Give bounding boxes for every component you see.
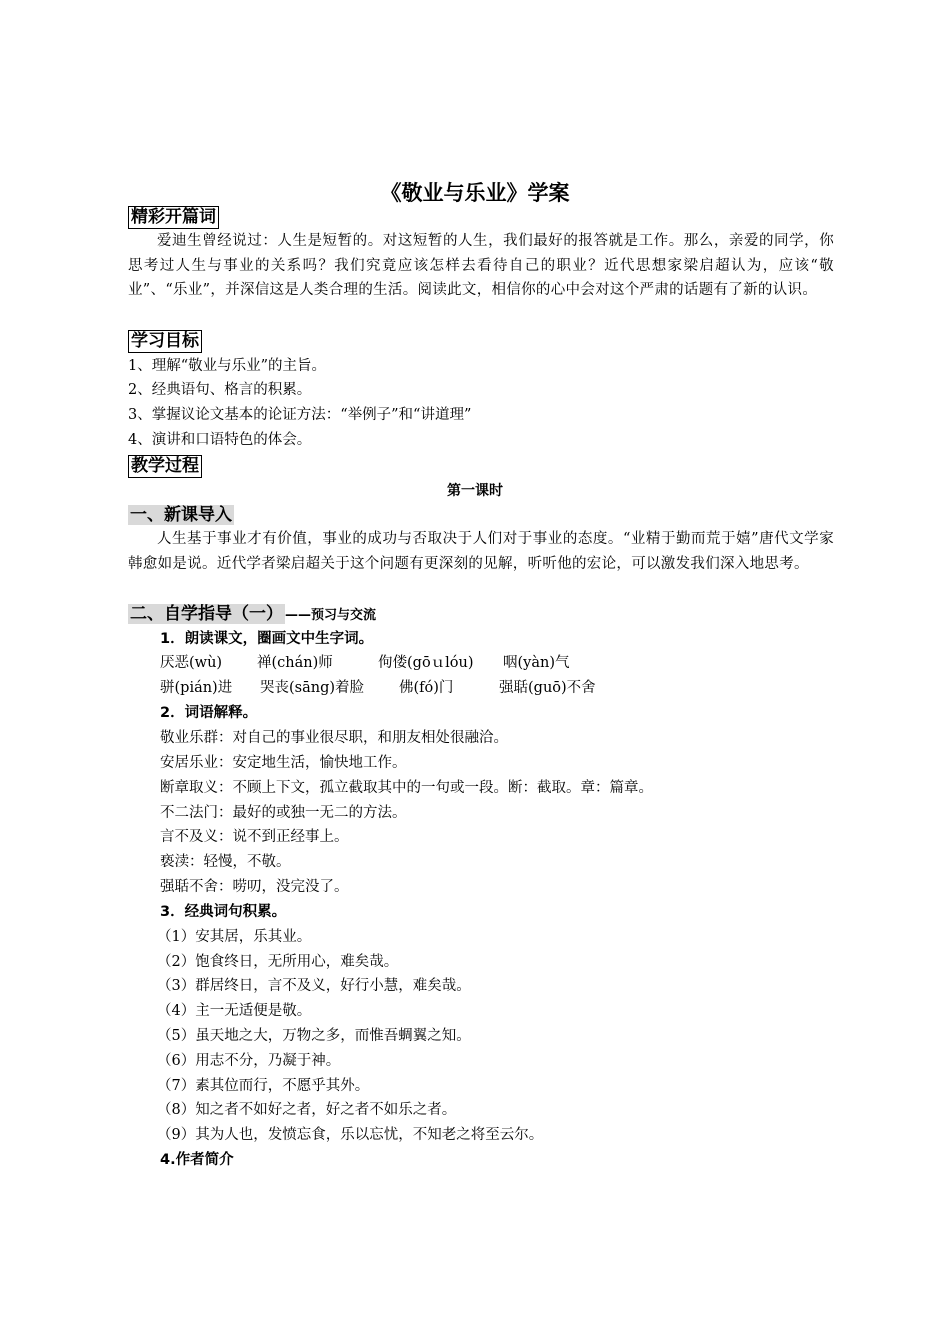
goals-heading: 学习目标 xyxy=(128,330,202,353)
goal-item: 3、掌握议论文基本的论证方法：“举例子”和“讲道理” xyxy=(128,407,472,423)
vocab-word: 骈(pián)进 xyxy=(160,680,233,696)
section2-heading xyxy=(128,603,376,627)
definition-item: 言不及义：说不到正经事上。 xyxy=(160,829,349,845)
quote-item: （5）虽天地之大，万物之多，而惟吾蜩翼之知。 xyxy=(157,1028,471,1044)
section1-heading xyxy=(128,504,234,526)
intro-heading: 精彩开篇词 xyxy=(128,206,219,229)
quote-item: （8）知之者不如好之者，好之者不如乐之者。 xyxy=(157,1102,457,1118)
goal-item: 4、演讲和口语特色的体会。 xyxy=(128,432,312,448)
definition-item: 不二法门：最好的或独一无二的方法。 xyxy=(160,805,407,821)
section2-heading-text: 二、自学指导（一） xyxy=(130,604,283,624)
definition-item: 敬业乐群：对自己的事业很尽职，和朋友相处很融洽。 xyxy=(160,730,508,746)
goal-item: 1、理解“敬业与乐业”的主旨。 xyxy=(128,358,327,374)
quote-item: （3）群居终日，言不及义，好行小慧，难矣哉。 xyxy=(157,978,471,994)
vocab-word: 厌恶(wù) xyxy=(160,655,223,671)
quote-item: （1）安其居，乐其业。 xyxy=(157,929,312,945)
quote-item: （4）主一无适便是敬。 xyxy=(157,1003,312,1019)
subheading-definitions: 2．词语解释。 xyxy=(160,705,258,721)
definition-item: 亵渎：轻慢，不敬。 xyxy=(160,854,291,870)
intro-paragraph: 爱迪生曾经说过：人生是短暂的。对这短暂的人生，我们最好的报答就是工作。那么，亲爱的同学，你思考过人生与事业的关系吗？我们究竟应该怎样去看待自己的职业？近代思想家梁启超认为，应该“敬业”、“乐业”，并深信这是人类合理的生活。阅读此文，相信你的心中会对这个严肃的话题有了新的认识。 xyxy=(128,233,834,299)
quote-item: （2）饱食终日，无所用心，难矣哉。 xyxy=(157,954,399,970)
goal-item: 2、经典语句、格言的积累。 xyxy=(128,382,312,398)
definition-item: 安居乐业：安定地生活，愉快地工作。 xyxy=(160,755,407,771)
vocab-word: 哭丧(sāng)着脸 xyxy=(260,680,365,696)
vocab-word: 佝偻(gōｕlóu) xyxy=(378,655,474,671)
subheading-read-aloud: 1．朗读课文，圈画文中生字词。 xyxy=(160,631,374,647)
vocab-word: 禅(chán)师 xyxy=(257,655,333,671)
section1-paragraph: 人生基于事业才有价值，事业的成功与否取决于人们对于事业的态度。“业精于勤而荒于嬉”唐代文学家韩愈如是说。近代学者梁启超关于这个问题有更深刻的见解，听听他的宏论，可以激发我们深入地思考。 xyxy=(128,531,834,572)
lesson-label: 第一课时 xyxy=(447,483,503,499)
process-heading: 教学过程 xyxy=(128,455,202,478)
quote-item: （7）素其位而行，不愿乎其外。 xyxy=(157,1078,370,1094)
section2-heading-suffix: ——预习与交流 xyxy=(285,608,377,623)
vocab-word: 咽(yàn)气 xyxy=(503,655,570,671)
quote-item: （6）用志不分，乃凝于神。 xyxy=(157,1053,341,1069)
vocab-word: 佛(fó)门 xyxy=(399,680,454,696)
definition-item: 断章取义：不顾上下文，孤立截取其中的一句或一段。断：截取。章：篇章。 xyxy=(160,780,653,796)
vocab-word: 强聒(guō)不舍 xyxy=(499,680,596,696)
subheading-quotes: 3．经典词句积累。 xyxy=(160,904,287,920)
subheading-author: 4.作者简介 xyxy=(160,1152,234,1168)
definition-item: 强聒不舍：唠叨，没完没了。 xyxy=(160,879,349,895)
document-title: 《敬业与乐业》学案 xyxy=(380,181,570,205)
section1-heading-text: 一、新课导入 xyxy=(130,505,232,525)
quote-item: （9）其为人也，发愤忘食，乐以忘忧，不知老之将至云尔。 xyxy=(157,1127,544,1143)
